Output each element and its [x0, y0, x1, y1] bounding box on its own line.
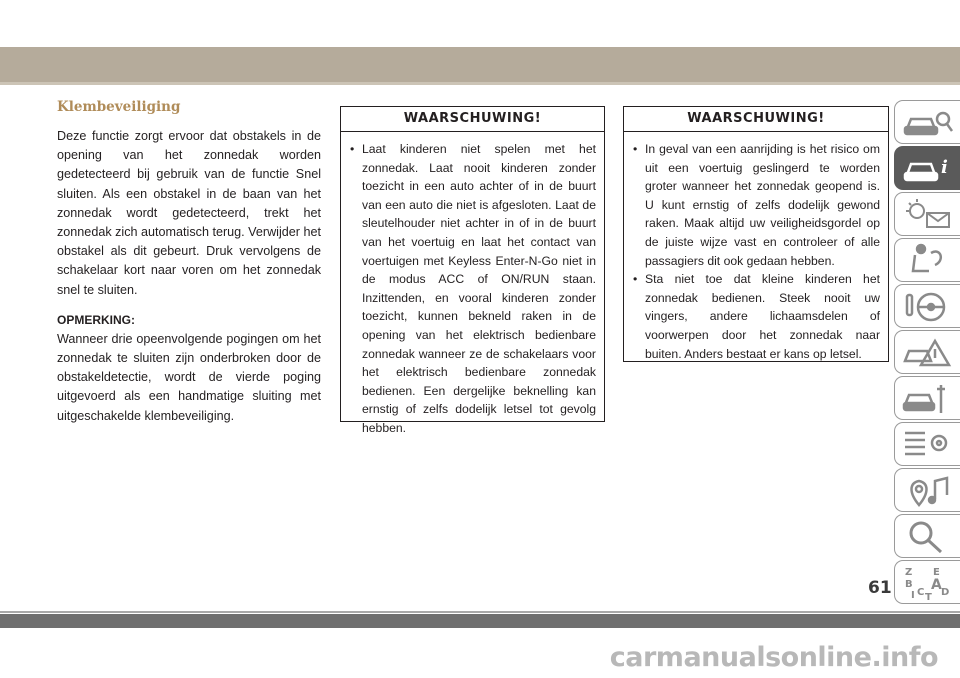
index-letter: A — [931, 577, 942, 593]
tab-multimedia[interactable] — [894, 468, 960, 512]
warning-title: WAARSCHUWING! — [624, 107, 888, 132]
bullet: • — [633, 272, 638, 287]
header-bar — [0, 47, 960, 82]
warning-item-text: Laat kinderen niet spelen met het zonnedak. Laat nooit kinderen zonder toezicht in een auto achter of in de buurt van een auto die niet is afgesloten. Laat de sleutelhouder niet achter in of in de buurt van het voertuig en laat het contact van voertuigen met Keyless Enter-N-Go niet in de modus ACC of ON/RUN staan. Inzittenden, en vooral kinderen zonder toezicht, kunnen bekneld raken in de opening van het elektrisch bedienbare zonnedak wanneer ze de schakelaars voor het elektrisch bedienbare zonnedak bedienen. Een dergelijke beknelling kan ernstig of zelfs dodelijk letsel tot gevolg hebben. — [362, 142, 596, 435]
page-number: 61 — [868, 578, 892, 598]
footer-bar — [0, 614, 960, 628]
seat-airbag-icon — [901, 243, 955, 279]
watermark: carmanualsonline.info — [609, 642, 938, 673]
warning-item — [633, 140, 880, 270]
svg-text:i: i — [941, 157, 948, 178]
bullet: • — [350, 142, 355, 156]
warning-box-collision — [623, 106, 889, 362]
tab-technical-specs[interactable] — [894, 422, 960, 466]
magnifier-icon — [901, 519, 955, 555]
index-letter: E — [933, 567, 940, 578]
index-letter: Z — [905, 567, 913, 578]
tab-dashboard-lights[interactable] — [894, 192, 960, 236]
car-info-icon — [901, 151, 955, 187]
warning-item-text: In geval van een aanrijding is het risico om uit een voertuig geslingerd te worden groter wanneer het zonnedak geopend is. U kunt ernstig of zelfs dodelijk gewond raken. Maak altijd uw veiligheidsgordel op de juiste wijze vast en controleer of alle passagiers dit ook gedaan hebben. — [645, 142, 880, 268]
warning-list — [624, 132, 888, 363]
tab-index[interactable] — [894, 560, 960, 604]
checklist-gear-icon — [901, 427, 955, 463]
tab-emergency[interactable] — [894, 330, 960, 374]
tab-safety[interactable] — [894, 238, 960, 282]
section-title: Klembeveiliging — [57, 99, 181, 115]
footer-divider — [0, 611, 960, 613]
warning-list — [341, 132, 604, 438]
steering-wheel-icon — [901, 289, 955, 325]
index-letters-icon — [901, 565, 955, 601]
tab-vehicle-info[interactable] — [894, 146, 960, 190]
car-service-icon — [901, 381, 955, 417]
note-label: OPMERKING: — [57, 312, 135, 327]
car-search-icon — [901, 105, 955, 141]
note-text: Wanneer drie opeenvolgende pogingen om het zonnedak te sluiten zijn onderbroken door de obstakeldetectie, wordt de vierde poging uitgevoerd als een handmatige sluiting met uitgeschakelde klembeveiliging. — [57, 331, 321, 423]
header-divider — [0, 82, 960, 85]
index-letter: I — [911, 590, 915, 601]
index-letter: D — [941, 587, 950, 598]
index-letter: B — [905, 579, 913, 590]
tab-servicing[interactable] — [894, 376, 960, 420]
tab-customer-assistance[interactable] — [894, 514, 960, 558]
warning-item — [350, 140, 596, 438]
tab-getting-to-know-vehicle[interactable] — [894, 100, 960, 144]
tab-starting-operating[interactable] — [894, 284, 960, 328]
warning-item — [633, 270, 880, 363]
warning-item-text: Sta niet toe dat kleine kinderen het zonnedak bedienen. Steek nooit uw vingers, andere lichaamsdelen of voorwerpen door het zonnedak naar buiten. Anders bestaat er kans op letsel. — [645, 272, 880, 361]
warning-title: WAARSCHUWING! — [341, 107, 604, 132]
index-letter: T — [925, 592, 932, 601]
index-letter: C — [917, 587, 925, 598]
section-paragraph: Deze functie zorgt ervoor dat obstakels in de opening van het zonnedak worden gedetecteerd bij gebruik van de functie Snel sluiten. Als een obstakel in de baan van het zonnedak wordt gedetecteerd, trekt het zonnedak zich automatisch terug. Verwijder het obstakel als dit gebeurt. Druk vervolgens de schakelaar kort naar voren om het zonnedak snel te sluiten. — [57, 129, 321, 297]
car-warning-icon — [901, 335, 955, 371]
bullet: • — [633, 142, 638, 156]
light-message-icon — [901, 197, 955, 233]
navigation-music-icon — [901, 473, 955, 509]
warning-box-children — [340, 106, 605, 435]
text-column — [57, 99, 321, 437]
